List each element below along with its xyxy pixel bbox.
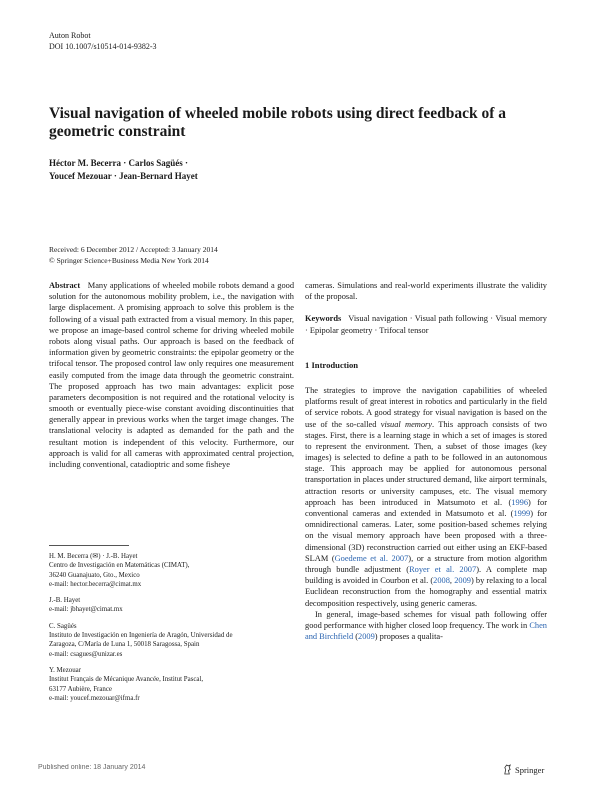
citation-link[interactable]: 1996 <box>511 497 529 507</box>
affiliation-institution: Institut Français de Mécanique Avancée, Institut Pascal, <box>49 676 204 684</box>
affiliation-block <box>49 666 294 703</box>
affiliation-block <box>49 596 294 615</box>
author-line-2: Youcef Mezouar · Jean-Bernard Hayet <box>49 171 198 181</box>
affiliation-email-link[interactable]: e-mail: hector.becerra@cimat.mx <box>49 580 142 588</box>
affiliation-block <box>49 622 294 659</box>
citation-link[interactable]: 2009 <box>358 632 375 642</box>
copyright-notice: © Springer Science+Business Media New York 2014 <box>49 256 209 265</box>
right-column <box>305 280 547 642</box>
affiliation-authors: C. Sagüés <box>49 622 77 630</box>
affiliation-email-link[interactable]: e-mail: jbhayet@cimat.mx <box>49 606 123 614</box>
affiliation-institution: Instituto de Investigación en Ingeniería de Aragón, Universidad de <box>49 632 233 640</box>
journal-name: Auton Robot <box>49 31 91 40</box>
citation-link[interactable]: 2009 <box>454 576 471 586</box>
author-line-1: Héctor M. Becerra · Carlos Sagüés · <box>49 158 189 168</box>
paper-title: Visual navigation of wheeled mobile robots using direct feedback of a geometric constraint <box>49 105 506 140</box>
intro-paragraph-2: In general, image-based schemes for visual path following offer good performance with higher closed loop frequency. The work in Chen and Birchfield (2009) proposes a qualita- <box>305 609 547 642</box>
springer-horse-icon <box>503 764 512 775</box>
affiliation-address: 63177 Aubière, France <box>49 685 112 693</box>
published-online: Published online: 18 January 2014 <box>38 764 146 771</box>
affiliation-address: 36240 Guanajuato, Gto., Mexico <box>49 571 140 579</box>
citation-link[interactable]: 2008 <box>433 576 450 586</box>
affiliation-authors: J.-B. Hayet <box>49 597 81 605</box>
affiliations <box>49 552 294 710</box>
keywords-text: Visual navigation · Visual path following · Visual memory · Epipolar geometry · Trifocal tensor <box>305 314 547 335</box>
citation-link[interactable]: Chen and Birchfield <box>305 620 547 642</box>
affiliation-authors: H. M. Becerra (✉) · J.-B. Hayet <box>49 553 138 560</box>
intro-paragraph-1: The strategies to improve the navigation capabilities of wheeled platforms result of great interest in robotics and particularly in the field of service robots. A good strategy for visual navigation is based on the use of the so-called visual memory. This approach consists of two stages. First, there is a learning stage in which a set of images is stored to represent the environment. Then, a subset of those images (key images) is selected to define a path to be followed in an autonomous stage. This approach may be applied for autonomous personal transportation in places under structured demand, like airport terminals, attraction resorts or university campuses, etc. The visual memory approach has been introduced in Matsumoto et al. (1996) for conventional cameras and extended in Matsumoto et al. (1999) for omnidirectional cameras. Later, some position-based schemes relying on the visual memory approach have been proposed with a three-dimensional (3D) reconstruction carried out either using an EKF-based SLAM (Goedeme et al. 2007), or a structure from motion algorithm through bundle adjustment (Royer et al. 2007). A complete map building is avoided in Courbon et al. (2008, 2009) by relaxing to a local Euclidean reconstruction from the homography and essential matrix decomposition respectively, using generic cameras. <box>305 385 548 608</box>
section-heading-introduction: 1 Introduction <box>305 359 359 370</box>
publisher-name: Springer <box>515 764 545 775</box>
affiliation-authors: Y. Mezouar <box>49 666 82 674</box>
affiliation-address: Zaragoza, C/María de Luna 1, 50018 Saragossa, Spain <box>49 641 200 649</box>
keywords <box>305 313 547 335</box>
journal-header <box>49 30 157 52</box>
publication-dates <box>49 244 218 266</box>
abstract-text: Many applications of wheeled mobile robots demand a good solution for the autonomous mobility problem, i.e., the navigation with large displacement. A promising approach to solve this problem is the following of a visual path extracted from a visual memory. In this paper, we propose an image-based control scheme for driving wheeled mobile robots along visual paths. Our approach is based on the feedback of information given by geometric constraints: the epipolar geometry or the trifocal tensor. The proposed control law only requires one measurement easily computed from the image data through the geometric constraint. The proposed approach has two main advantages: explicit pose parameters decomposition is not required and the rotational velocity is smooth or eventually piece-wise constant avoiding discontinuities that generally appear in previous works when the target image changes. The translational velocity is adapted as demanded for the path and the resultant motion is independent of this velocity. Furthermore, our approach is valid for all cameras with approximated central projection, including conventional, catadioptric and some fisheye <box>49 281 295 469</box>
citation-link[interactable]: Goedeme et al. 2007 <box>334 553 409 563</box>
keywords-label: Keywords <box>305 314 342 324</box>
abstract-continuation: cameras. Simulations and real-world experiments illustrate the validity of the proposal. <box>305 281 547 302</box>
affiliation-block <box>49 552 294 589</box>
journal-doi: DOI 10.1007/s10514-014-9382-3 <box>49 42 157 51</box>
affiliation-email-link[interactable]: e-mail: youcef.mezouar@ifma.fr <box>49 694 140 702</box>
citation-link[interactable]: Royer et al. 2007 <box>409 564 477 574</box>
publisher-logo <box>503 764 544 775</box>
received-accepted: Received: 6 December 2012 / Accepted: 3 January 2014 <box>49 245 218 254</box>
author-list <box>49 157 349 183</box>
emphasis-visual-memory: visual memory <box>380 419 432 429</box>
abstract-section <box>49 280 294 470</box>
citation-link[interactable]: 1999 <box>513 509 531 518</box>
affiliation-institution: Centro de Investigación en Matemáticas (CIMAT), <box>49 562 190 570</box>
abstract-label: Abstract <box>49 281 81 290</box>
footnote-rule <box>49 545 129 546</box>
affiliation-email-link[interactable]: e-mail: csagues@unizar.es <box>49 650 123 658</box>
